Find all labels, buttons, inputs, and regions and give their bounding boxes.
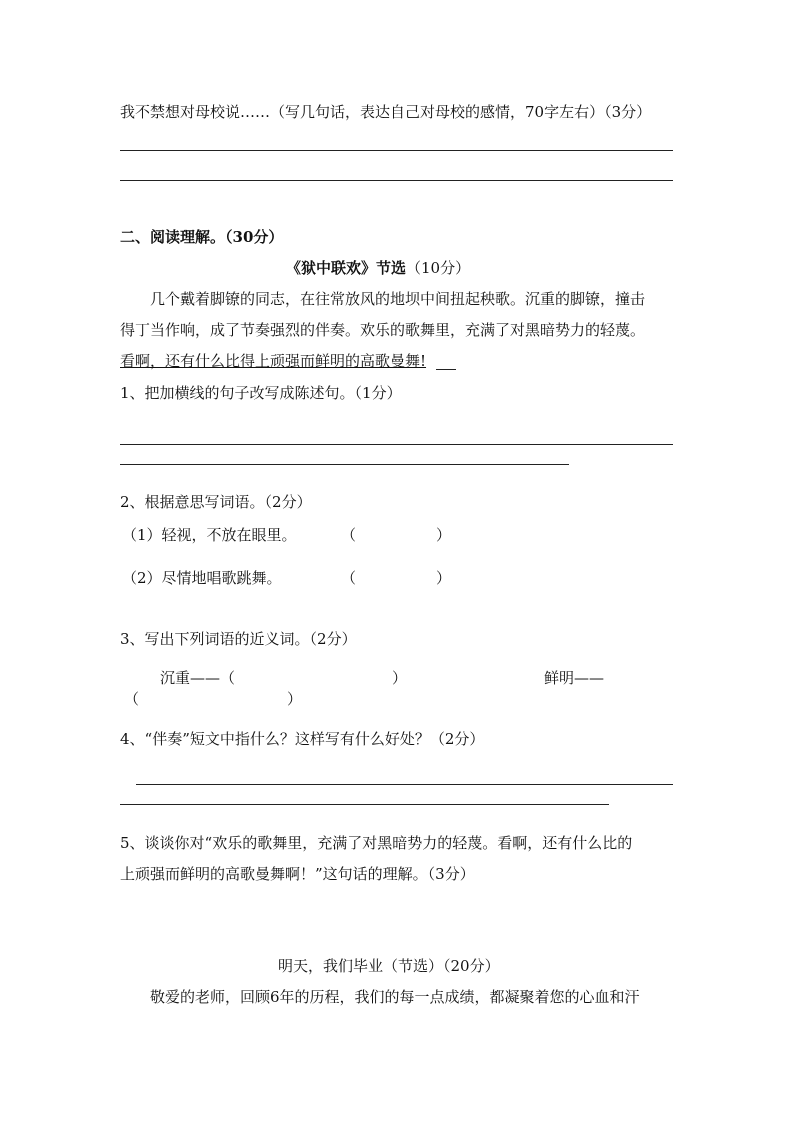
- open-paren: （: [341, 569, 357, 587]
- answer-line: [120, 804, 609, 805]
- passage-title: [286, 258, 470, 278]
- question-2-item-1: （1）轻视，不放在眼里。: [122, 526, 297, 544]
- open-paren: （: [124, 690, 140, 708]
- question-1: 1、把加横线的句子改写成陈述句。（1分）: [120, 384, 402, 402]
- underlined-sentence: 看啊，还有什么比得上顽强而鲜明的高歌曼舞!: [120, 352, 427, 370]
- answer-line: [120, 150, 673, 151]
- synonym-word-2: 鲜明——: [544, 669, 605, 687]
- answer-line: [120, 464, 569, 465]
- close-paren: ）: [436, 569, 452, 587]
- passage-line: 得丁当作响，成了节奏强烈的伴奏。欢乐的歌舞里，充满了对黑暗势力的轻蔑。: [120, 321, 646, 339]
- passage-line: 几个戴着脚镣的同志，在往常放风的地坝中间扭起秧歌。沉重的脚镣，撞击: [150, 290, 646, 308]
- passage-2-line: 敬爱的老师，回顾6年的历程，我们的每一点成绩，都凝聚着您的心血和汗: [150, 988, 640, 1006]
- question-4: 4、“伴奏”短文中指什么？这样写有什么好处？（2分）: [120, 730, 485, 748]
- answer-line: [136, 784, 673, 785]
- passage-2-title: 明天，我们毕业（节选）（20分）: [278, 957, 500, 975]
- question-2: 2、根据意思写词语。（2分）: [120, 493, 312, 511]
- answer-line: [120, 444, 673, 445]
- passage-title-main: 《狱中联欢》节选: [286, 259, 407, 277]
- question-5-line-2: 上顽强而鲜明的高歌曼舞啊！”这句话的理解。（3分）: [120, 865, 475, 883]
- answer-line: [120, 180, 673, 181]
- question-5-line-1: 5、谈谈你对“欢乐的歌舞里，充满了对黑暗势力的轻蔑。看啊，还有什么比的: [120, 834, 633, 852]
- question-2-item-2: （2）尽情地唱歌跳舞。: [122, 569, 282, 587]
- close-paren: ）: [392, 669, 408, 687]
- open-paren: （: [341, 526, 357, 544]
- intro-prompt: 我不禁想对母校说……（写几句话，表达自己对母校的感情，70字左右）（3分）: [120, 103, 652, 121]
- close-paren: ）: [436, 526, 452, 544]
- synonym-word-1: 沉重——（: [160, 669, 236, 687]
- question-3: 3、写出下列词语的近义词。（2分）: [120, 630, 357, 648]
- section-heading: 二、阅读理解。（30分）: [120, 228, 284, 246]
- underline-tail: [436, 369, 456, 370]
- close-paren: ）: [287, 690, 303, 708]
- passage-title-points: （10分）: [406, 259, 471, 277]
